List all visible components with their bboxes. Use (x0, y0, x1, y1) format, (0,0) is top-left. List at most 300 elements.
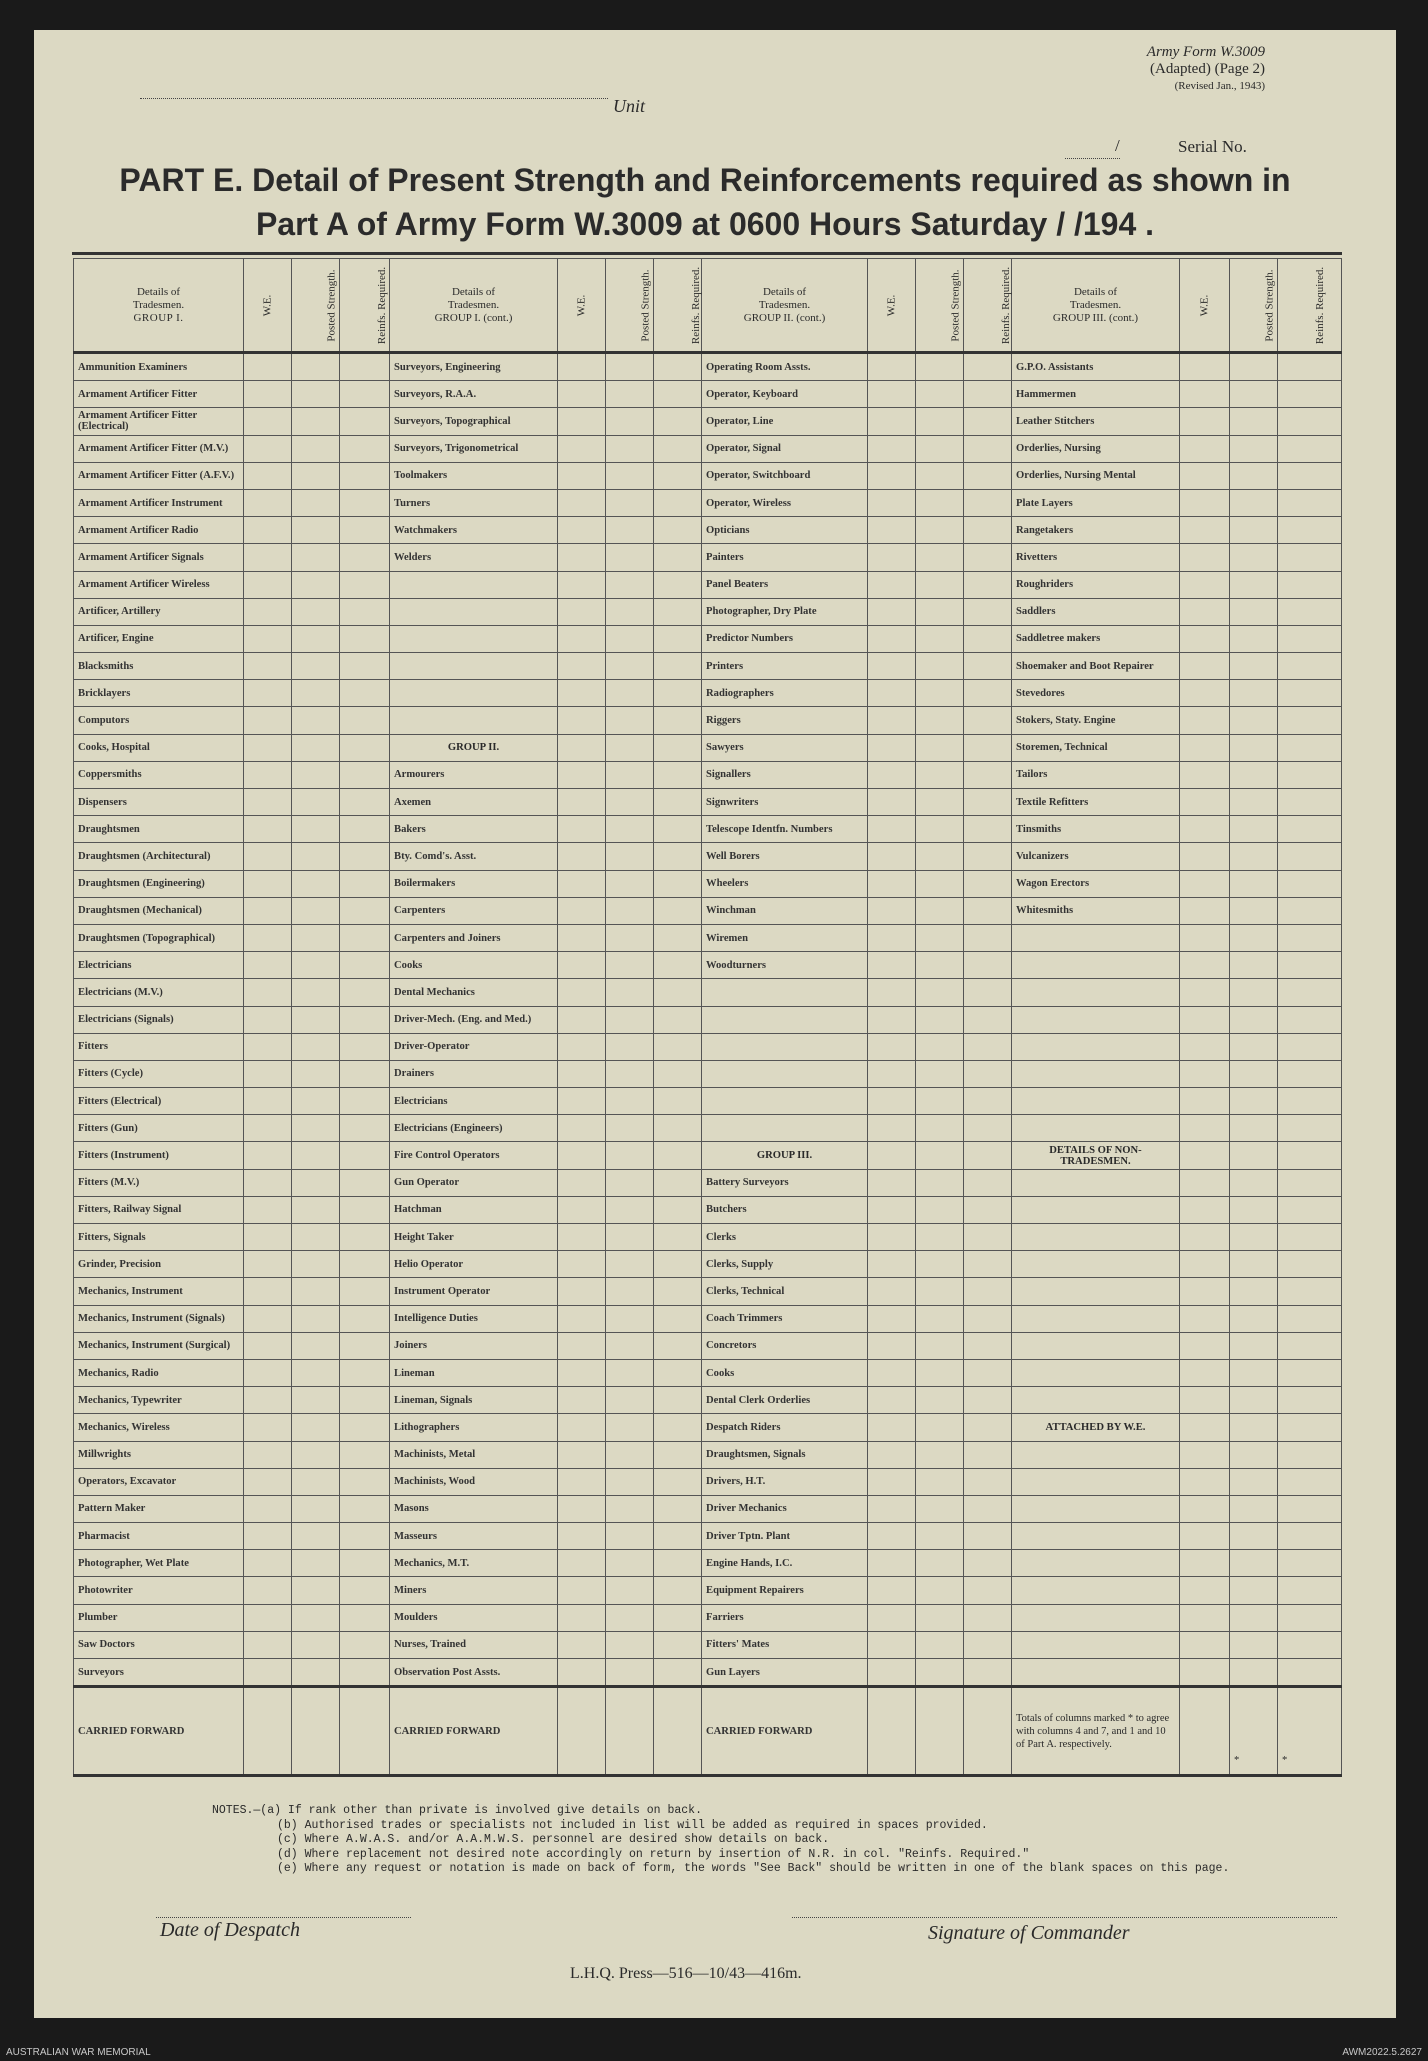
entry-cell[interactable] (868, 408, 916, 435)
entry-cell[interactable] (1278, 571, 1342, 598)
entry-cell[interactable] (606, 924, 654, 951)
entry-cell[interactable] (1230, 1169, 1278, 1196)
entry-cell[interactable] (654, 1414, 702, 1441)
entry-cell[interactable] (916, 1006, 964, 1033)
entry-cell[interactable] (1230, 408, 1278, 435)
entry-cell[interactable] (340, 625, 390, 652)
entry-cell[interactable] (244, 1278, 292, 1305)
entry-cell[interactable] (558, 1631, 606, 1658)
entry-cell[interactable] (916, 1060, 964, 1087)
entry-cell[interactable] (244, 1414, 292, 1441)
entry-cell[interactable] (654, 789, 702, 816)
entry-cell[interactable] (916, 897, 964, 924)
entry-cell[interactable] (1278, 653, 1342, 680)
entry-cell[interactable] (1278, 1251, 1342, 1278)
entry-cell[interactable] (1278, 1088, 1342, 1115)
entry-cell[interactable] (964, 1332, 1012, 1359)
entry-cell[interactable] (916, 653, 964, 680)
entry-cell[interactable] (1230, 924, 1278, 951)
entry-cell[interactable] (916, 1659, 964, 1687)
entry-cell[interactable] (340, 1169, 390, 1196)
entry-cell[interactable] (244, 761, 292, 788)
entry-cell[interactable] (1180, 952, 1230, 979)
entry-cell[interactable] (1180, 734, 1230, 761)
entry-cell[interactable] (916, 1196, 964, 1223)
entry-cell[interactable] (916, 870, 964, 897)
entry-cell[interactable] (1180, 843, 1230, 870)
entry-cell[interactable] (916, 1332, 964, 1359)
entry-cell[interactable] (1180, 381, 1230, 408)
entry-cell[interactable] (868, 381, 916, 408)
entry-cell[interactable] (606, 544, 654, 571)
entry-cell[interactable] (868, 1550, 916, 1577)
entry-cell[interactable] (654, 1577, 702, 1604)
entry-cell[interactable] (606, 1550, 654, 1577)
entry-cell[interactable] (340, 1577, 390, 1604)
entry-cell[interactable] (340, 1687, 390, 1776)
entry-cell[interactable] (1278, 1523, 1342, 1550)
entry-cell[interactable] (1180, 435, 1230, 462)
entry-cell[interactable] (1180, 1577, 1230, 1604)
entry-cell[interactable] (964, 1142, 1012, 1169)
entry-cell[interactable] (868, 1332, 916, 1359)
entry-cell[interactable] (340, 1088, 390, 1115)
entry-cell[interactable] (340, 1468, 390, 1495)
entry-cell[interactable] (916, 435, 964, 462)
entry-cell[interactable] (558, 734, 606, 761)
entry-cell[interactable] (1278, 1659, 1342, 1687)
entry-cell[interactable] (916, 353, 964, 381)
entry-cell[interactable] (606, 1604, 654, 1631)
entry-cell[interactable] (292, 1060, 340, 1087)
entry-cell[interactable] (340, 1359, 390, 1386)
entry-cell[interactable] (340, 1278, 390, 1305)
entry-cell[interactable] (654, 1631, 702, 1658)
entry-cell[interactable] (340, 1631, 390, 1658)
entry-cell[interactable] (244, 1088, 292, 1115)
entry-cell[interactable] (964, 789, 1012, 816)
entry-cell[interactable] (606, 1006, 654, 1033)
entry-cell[interactable] (654, 1332, 702, 1359)
entry-cell[interactable] (964, 761, 1012, 788)
entry-cell[interactable] (868, 1414, 916, 1441)
entry-cell[interactable] (868, 734, 916, 761)
entry-cell[interactable] (340, 1006, 390, 1033)
entry-cell[interactable] (340, 1224, 390, 1251)
entry-cell[interactable] (654, 1387, 702, 1414)
entry-cell[interactable] (1278, 1006, 1342, 1033)
entry-cell[interactable] (868, 1088, 916, 1115)
entry-cell[interactable] (868, 1278, 916, 1305)
entry-cell[interactable] (654, 1687, 702, 1776)
entry-cell[interactable] (606, 1088, 654, 1115)
entry-cell[interactable] (606, 1495, 654, 1522)
entry-cell[interactable] (292, 598, 340, 625)
entry-cell[interactable] (558, 462, 606, 489)
entry-cell[interactable] (1278, 353, 1342, 381)
entry-cell[interactable] (1180, 1387, 1230, 1414)
entry-cell[interactable] (244, 1604, 292, 1631)
entry-cell[interactable] (606, 625, 654, 652)
entry-cell[interactable] (916, 1550, 964, 1577)
entry-cell[interactable] (654, 1305, 702, 1332)
entry-cell[interactable] (916, 517, 964, 544)
entry-cell[interactable] (292, 544, 340, 571)
entry-cell[interactable] (606, 353, 654, 381)
entry-cell[interactable] (1278, 1441, 1342, 1468)
entry-cell[interactable] (340, 924, 390, 951)
entry-cell[interactable] (558, 1305, 606, 1332)
entry-cell[interactable] (244, 734, 292, 761)
entry-cell[interactable] (606, 1631, 654, 1658)
entry-cell[interactable] (1180, 1142, 1230, 1169)
entry-cell[interactable] (558, 1251, 606, 1278)
entry-cell[interactable] (292, 789, 340, 816)
entry-cell[interactable] (558, 598, 606, 625)
entry-cell[interactable] (964, 1251, 1012, 1278)
entry-cell[interactable] (916, 625, 964, 652)
entry-cell[interactable] (916, 598, 964, 625)
entry-cell[interactable] (1230, 1659, 1278, 1687)
entry-cell[interactable] (964, 1115, 1012, 1142)
entry-cell[interactable] (964, 625, 1012, 652)
entry-cell[interactable] (292, 1523, 340, 1550)
entry-cell[interactable] (340, 408, 390, 435)
entry-cell[interactable] (1230, 653, 1278, 680)
entry-cell[interactable] (1278, 489, 1342, 516)
entry-cell[interactable] (558, 381, 606, 408)
entry-cell[interactable] (340, 952, 390, 979)
entry-cell[interactable] (964, 1006, 1012, 1033)
entry-cell[interactable] (292, 734, 340, 761)
entry-cell[interactable] (558, 353, 606, 381)
entry-cell[interactable] (654, 435, 702, 462)
entry-cell[interactable] (868, 353, 916, 381)
entry-cell[interactable] (558, 1224, 606, 1251)
entry-cell[interactable] (558, 680, 606, 707)
entry-cell[interactable] (292, 843, 340, 870)
entry-cell[interactable] (558, 653, 606, 680)
entry-cell[interactable] (1230, 1414, 1278, 1441)
unit-field[interactable] (140, 98, 608, 99)
entry-cell[interactable] (558, 571, 606, 598)
entry-cell[interactable] (654, 1604, 702, 1631)
entry-cell[interactable] (292, 462, 340, 489)
entry-cell[interactable] (868, 625, 916, 652)
entry-cell[interactable] (340, 1332, 390, 1359)
entry-cell[interactable] (1180, 707, 1230, 734)
entry-cell[interactable] (964, 924, 1012, 951)
entry-cell[interactable] (964, 544, 1012, 571)
entry-cell[interactable] (606, 462, 654, 489)
entry-cell[interactable] (654, 707, 702, 734)
entry-cell[interactable] (1180, 1006, 1230, 1033)
entry-cell[interactable] (1278, 1631, 1342, 1658)
entry-cell[interactable] (1230, 1060, 1278, 1087)
entry-cell[interactable] (916, 1115, 964, 1142)
entry-cell[interactable] (606, 843, 654, 870)
entry-cell[interactable] (1278, 734, 1342, 761)
entry-cell[interactable] (292, 1495, 340, 1522)
entry-cell[interactable] (1230, 462, 1278, 489)
entry-cell[interactable] (916, 1251, 964, 1278)
entry-cell[interactable] (1180, 1033, 1230, 1060)
entry-cell[interactable] (1278, 707, 1342, 734)
entry-cell[interactable] (244, 843, 292, 870)
entry-cell[interactable] (1230, 598, 1278, 625)
entry-cell[interactable] (916, 1088, 964, 1115)
entry-cell[interactable] (868, 544, 916, 571)
entry-cell[interactable] (1180, 1332, 1230, 1359)
entry-cell[interactable] (916, 1414, 964, 1441)
entry-cell[interactable] (1230, 544, 1278, 571)
entry-cell[interactable] (292, 353, 340, 381)
entry-cell[interactable] (1230, 1033, 1278, 1060)
entry-cell[interactable] (1180, 1687, 1230, 1776)
entry-cell[interactable] (606, 1305, 654, 1332)
entry-cell[interactable] (244, 1523, 292, 1550)
entry-cell[interactable] (964, 1169, 1012, 1196)
entry-cell[interactable] (916, 924, 964, 951)
entry-cell[interactable] (1230, 1550, 1278, 1577)
entry-cell[interactable] (916, 1169, 964, 1196)
entry-cell[interactable] (244, 1441, 292, 1468)
entry-cell[interactable] (868, 1577, 916, 1604)
entry-cell[interactable] (606, 1033, 654, 1060)
entry-cell[interactable] (558, 1278, 606, 1305)
entry-cell[interactable] (868, 1687, 916, 1776)
entry-cell[interactable] (654, 1033, 702, 1060)
entry-cell[interactable] (606, 1169, 654, 1196)
entry-cell[interactable] (340, 1142, 390, 1169)
entry-cell[interactable] (1230, 1577, 1278, 1604)
entry-cell[interactable] (964, 1687, 1012, 1776)
entry-cell[interactable] (292, 1169, 340, 1196)
entry-cell[interactable] (244, 1359, 292, 1386)
entry-cell[interactable] (868, 598, 916, 625)
entry-cell[interactable] (868, 979, 916, 1006)
entry-cell[interactable] (964, 897, 1012, 924)
entry-cell[interactable] (964, 1359, 1012, 1386)
entry-cell[interactable] (244, 1495, 292, 1522)
entry-cell[interactable] (244, 462, 292, 489)
entry-cell[interactable] (916, 571, 964, 598)
entry-cell[interactable] (606, 816, 654, 843)
entry-cell[interactable] (558, 789, 606, 816)
entry-cell[interactable] (654, 816, 702, 843)
entry-cell[interactable] (558, 1441, 606, 1468)
entry-cell[interactable] (1180, 462, 1230, 489)
entry-cell[interactable] (916, 1359, 964, 1386)
entry-cell[interactable] (868, 1115, 916, 1142)
entry-cell[interactable] (868, 680, 916, 707)
entry-cell[interactable] (868, 1006, 916, 1033)
entry-cell[interactable] (292, 1441, 340, 1468)
entry-cell[interactable] (1230, 1468, 1278, 1495)
entry-cell[interactable] (292, 952, 340, 979)
entry-cell[interactable] (340, 381, 390, 408)
entry-cell[interactable] (964, 1631, 1012, 1658)
entry-cell[interactable] (868, 1387, 916, 1414)
entry-cell[interactable] (916, 1495, 964, 1522)
entry-cell[interactable] (868, 924, 916, 951)
entry-cell[interactable] (916, 843, 964, 870)
entry-cell[interactable] (964, 1060, 1012, 1087)
entry-cell[interactable] (292, 979, 340, 1006)
entry-cell[interactable] (558, 1060, 606, 1087)
entry-cell[interactable] (606, 435, 654, 462)
entry-cell[interactable] (654, 1441, 702, 1468)
entry-cell[interactable] (244, 680, 292, 707)
entry-cell[interactable] (1278, 952, 1342, 979)
entry-cell[interactable] (1278, 625, 1342, 652)
entry-cell[interactable] (654, 408, 702, 435)
entry-cell[interactable] (340, 734, 390, 761)
entry-cell[interactable] (964, 1523, 1012, 1550)
entry-cell[interactable] (916, 734, 964, 761)
entry-cell[interactable] (244, 1387, 292, 1414)
entry-cell[interactable] (964, 489, 1012, 516)
entry-cell[interactable] (340, 897, 390, 924)
entry-cell[interactable] (1278, 381, 1342, 408)
entry-cell[interactable] (916, 1142, 964, 1169)
entry-cell[interactable] (1180, 1523, 1230, 1550)
entry-cell[interactable] (868, 952, 916, 979)
entry-cell[interactable] (916, 761, 964, 788)
entry-cell[interactable] (868, 1196, 916, 1223)
entry-cell[interactable] (244, 435, 292, 462)
entry-cell[interactable] (868, 761, 916, 788)
entry-cell[interactable] (1230, 1631, 1278, 1658)
entry-cell[interactable] (244, 1251, 292, 1278)
entry-cell[interactable] (558, 1332, 606, 1359)
entry-cell[interactable] (606, 1332, 654, 1359)
entry-cell[interactable] (292, 680, 340, 707)
entry-cell[interactable] (1230, 843, 1278, 870)
entry-cell[interactable] (964, 462, 1012, 489)
entry-cell[interactable] (606, 1659, 654, 1687)
entry-cell[interactable] (558, 843, 606, 870)
entry-cell[interactable] (340, 870, 390, 897)
entry-cell[interactable] (916, 1604, 964, 1631)
entry-cell[interactable] (654, 870, 702, 897)
entry-cell[interactable] (964, 1577, 1012, 1604)
entry-cell[interactable] (244, 1305, 292, 1332)
entry-cell[interactable] (244, 1577, 292, 1604)
entry-cell[interactable] (1278, 979, 1342, 1006)
entry-cell[interactable] (1278, 816, 1342, 843)
entry-cell[interactable] (340, 462, 390, 489)
entry-cell[interactable] (244, 489, 292, 516)
entry-cell[interactable] (558, 761, 606, 788)
entry-cell[interactable] (916, 1387, 964, 1414)
entry-cell[interactable] (1180, 870, 1230, 897)
entry-cell[interactable] (292, 924, 340, 951)
entry-cell[interactable] (654, 924, 702, 951)
entry-cell[interactable] (1278, 435, 1342, 462)
entry-cell[interactable] (292, 489, 340, 516)
entry-cell[interactable] (606, 734, 654, 761)
entry-cell[interactable] (964, 408, 1012, 435)
entry-cell[interactable] (244, 816, 292, 843)
entry-cell[interactable] (1180, 789, 1230, 816)
entry-cell[interactable] (244, 979, 292, 1006)
entry-cell[interactable] (244, 789, 292, 816)
entry-cell[interactable] (1230, 1305, 1278, 1332)
entry-cell[interactable] (1278, 462, 1342, 489)
entry-cell[interactable] (558, 1115, 606, 1142)
entry-cell[interactable] (1180, 1604, 1230, 1631)
entry-cell[interactable] (654, 544, 702, 571)
entry-cell[interactable] (1180, 408, 1230, 435)
entry-cell[interactable] (340, 1550, 390, 1577)
entry-cell[interactable] (558, 1414, 606, 1441)
entry-cell[interactable] (1278, 680, 1342, 707)
entry-cell[interactable] (916, 1631, 964, 1658)
entry-cell[interactable] (654, 1495, 702, 1522)
entry-cell[interactable] (340, 1604, 390, 1631)
entry-cell[interactable] (916, 1687, 964, 1776)
entry-cell[interactable] (292, 1359, 340, 1386)
entry-cell[interactable] (868, 1251, 916, 1278)
entry-cell[interactable] (868, 1441, 916, 1468)
entry-cell[interactable] (1180, 1224, 1230, 1251)
entry-cell[interactable] (244, 1006, 292, 1033)
entry-cell[interactable] (868, 517, 916, 544)
entry-cell[interactable] (558, 544, 606, 571)
entry-cell[interactable] (244, 952, 292, 979)
entry-cell[interactable] (1278, 761, 1342, 788)
entry-cell[interactable] (868, 1495, 916, 1522)
entry-cell[interactable] (292, 1006, 340, 1033)
entry-cell[interactable] (1278, 1196, 1342, 1223)
entry-cell[interactable] (558, 924, 606, 951)
entry-cell[interactable] (654, 1006, 702, 1033)
entry-cell[interactable] (558, 870, 606, 897)
entry-cell[interactable] (1278, 789, 1342, 816)
entry-cell[interactable] (964, 1278, 1012, 1305)
entry-cell[interactable] (1180, 1441, 1230, 1468)
entry-cell[interactable] (964, 353, 1012, 381)
entry-cell[interactable] (654, 353, 702, 381)
entry-cell[interactable] (654, 1468, 702, 1495)
entry-cell[interactable] (1278, 1468, 1342, 1495)
entry-cell[interactable] (1278, 517, 1342, 544)
entry-cell[interactable] (916, 408, 964, 435)
entry-cell[interactable] (868, 843, 916, 870)
entry-cell[interactable] (292, 408, 340, 435)
entry-cell[interactable] (606, 598, 654, 625)
entry-cell[interactable] (1278, 1550, 1342, 1577)
entry-cell[interactable] (964, 734, 1012, 761)
entry-cell[interactable] (340, 435, 390, 462)
entry-cell[interactable] (606, 1196, 654, 1223)
entry-cell[interactable] (606, 517, 654, 544)
entry-cell[interactable] (244, 1550, 292, 1577)
entry-cell[interactable] (868, 789, 916, 816)
entry-cell[interactable] (1278, 1604, 1342, 1631)
entry-cell[interactable] (1278, 1495, 1342, 1522)
entry-cell[interactable] (916, 1468, 964, 1495)
entry-cell[interactable] (1230, 734, 1278, 761)
entry-cell[interactable] (1230, 789, 1278, 816)
entry-cell[interactable] (244, 1033, 292, 1060)
entry-cell[interactable] (606, 653, 654, 680)
entry-cell[interactable] (964, 1604, 1012, 1631)
entry-cell[interactable] (1230, 952, 1278, 979)
entry-cell[interactable] (244, 1332, 292, 1359)
entry-cell[interactable] (1180, 353, 1230, 381)
